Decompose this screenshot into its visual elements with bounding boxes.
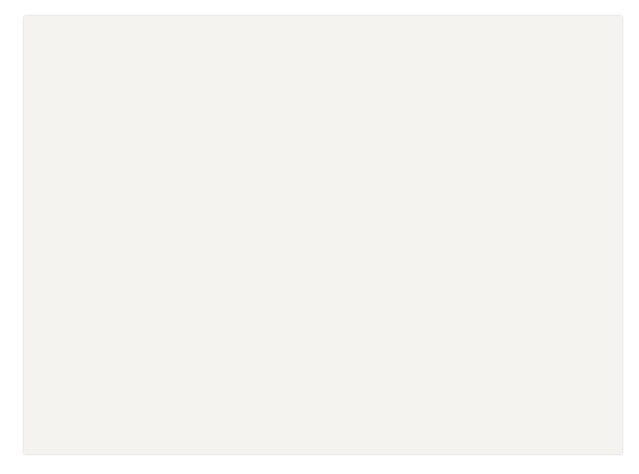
log-sheet: [24, 16, 622, 454]
